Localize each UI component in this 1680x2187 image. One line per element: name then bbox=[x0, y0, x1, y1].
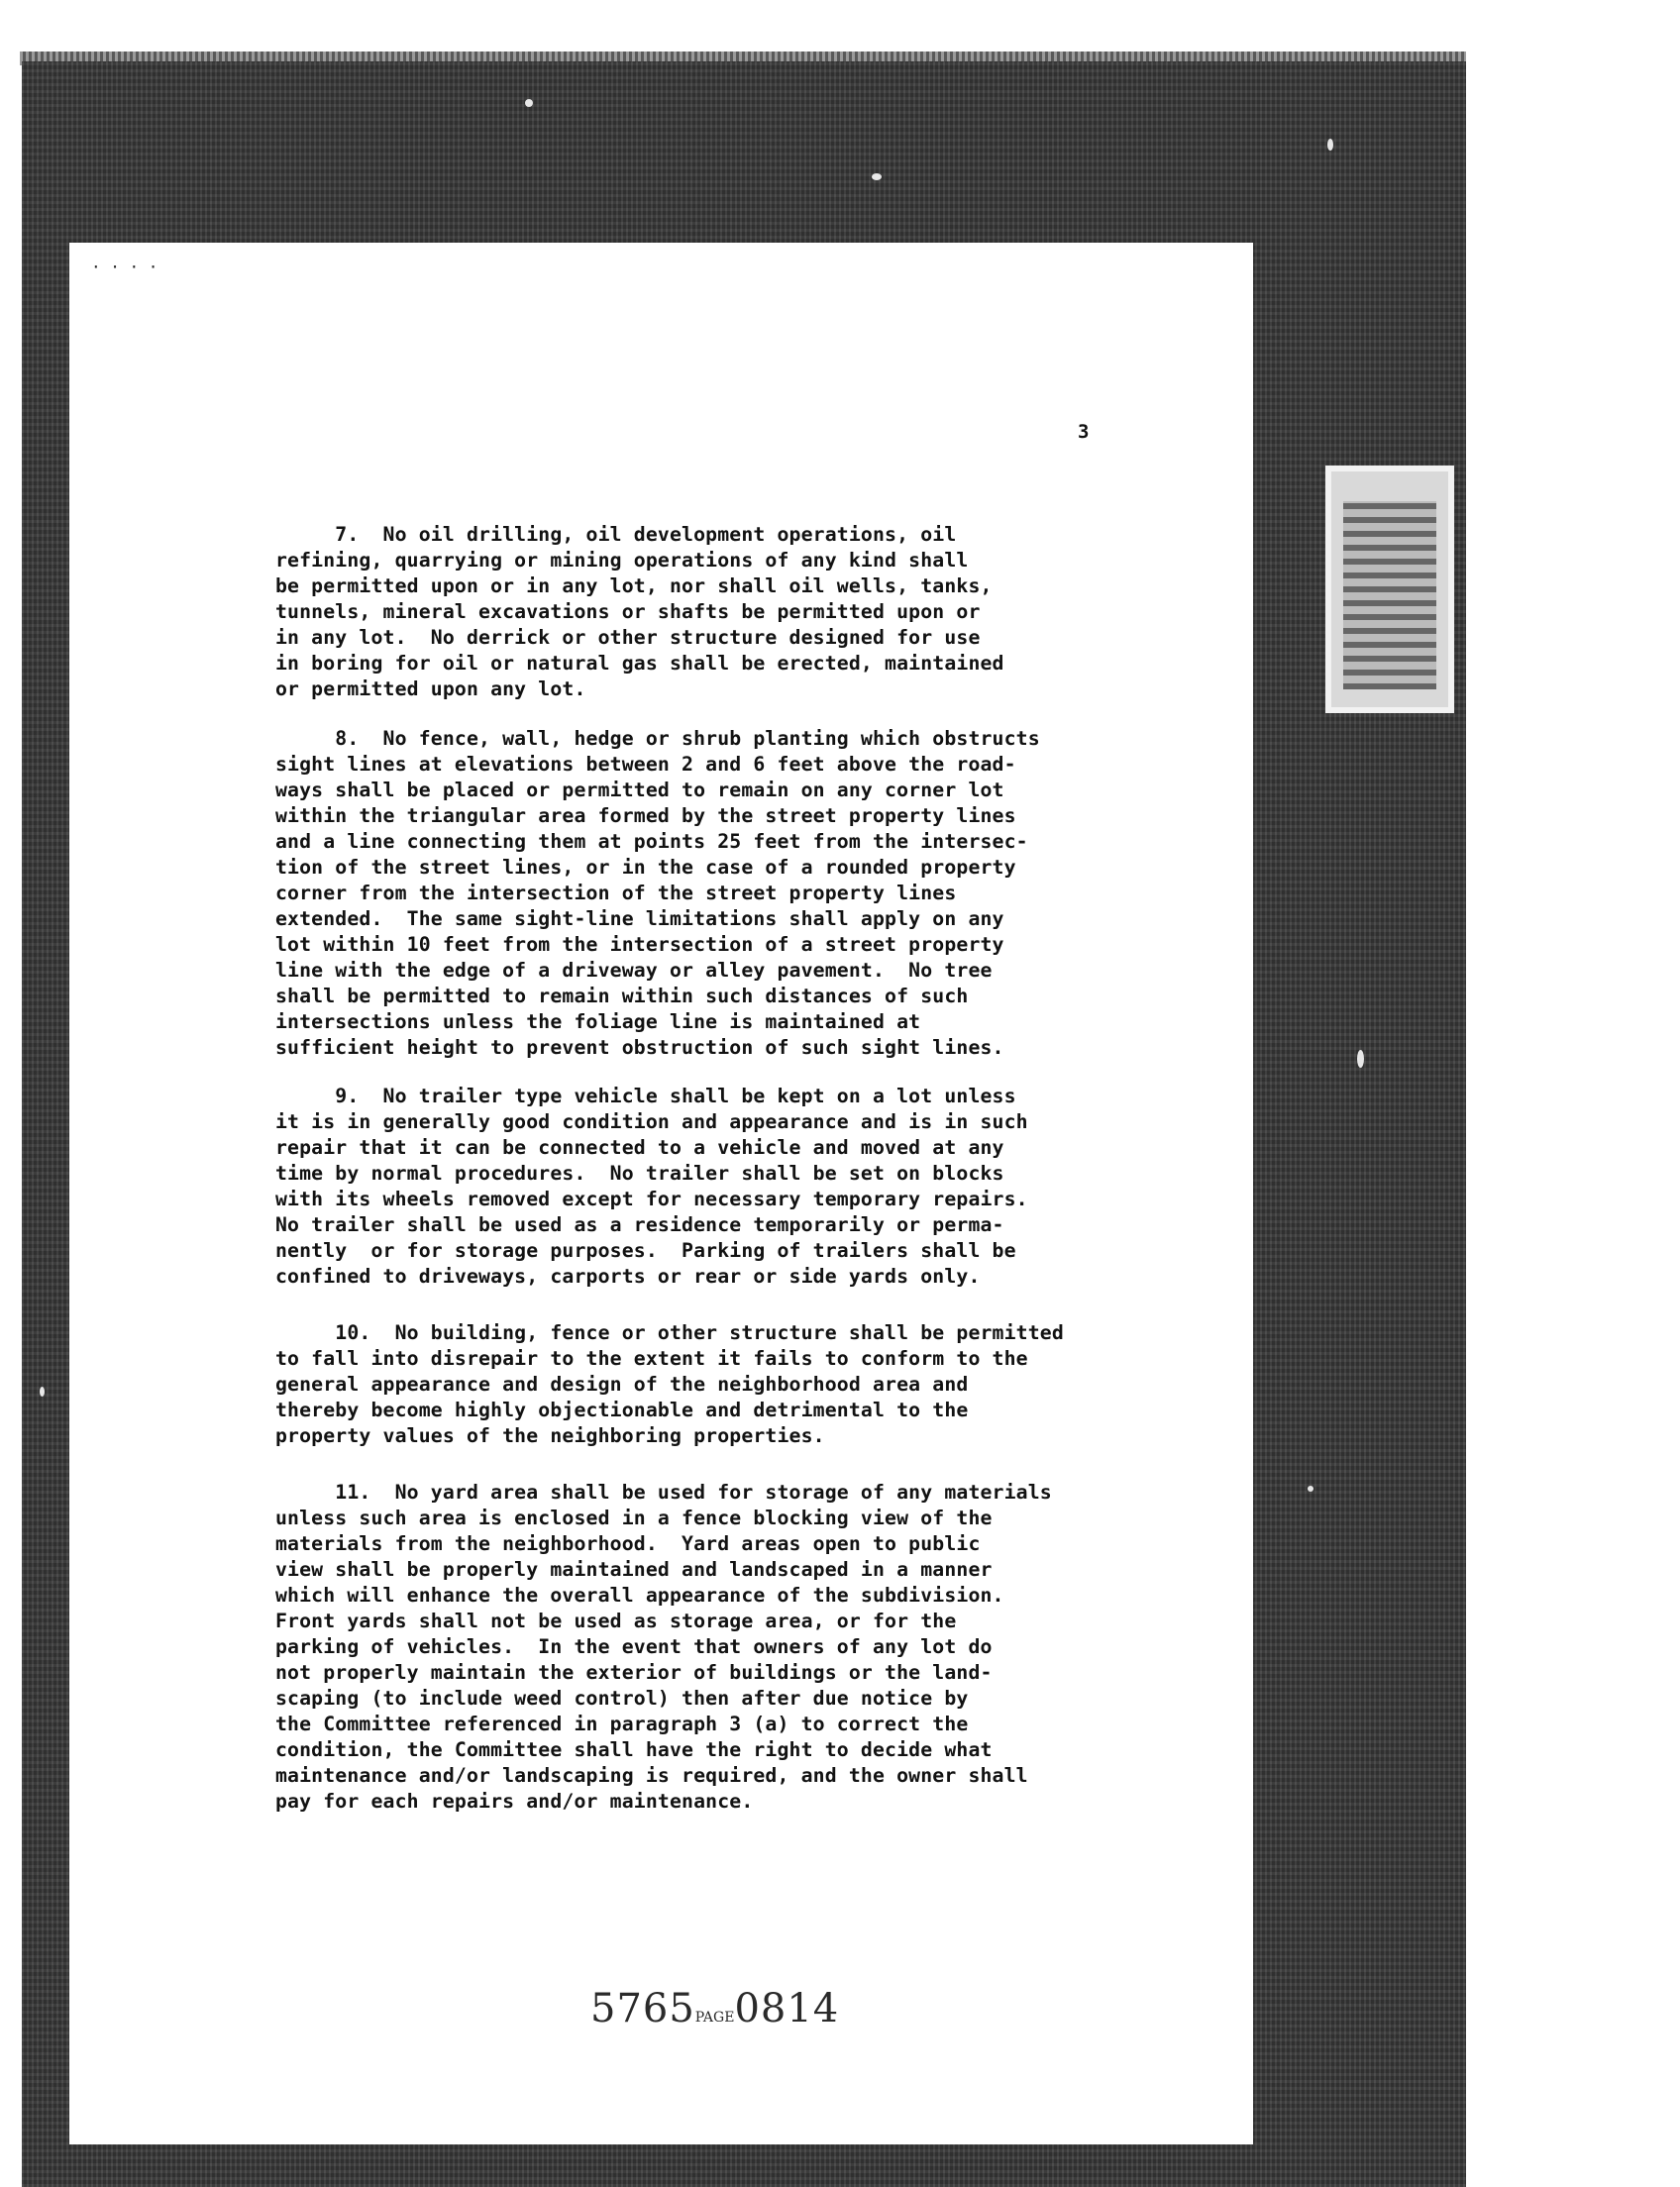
scan-speck bbox=[1357, 1050, 1364, 1068]
scan-speck bbox=[872, 173, 882, 180]
binder-tab bbox=[1325, 466, 1454, 713]
binder-tab-label bbox=[1343, 501, 1436, 689]
scan-speck bbox=[525, 99, 533, 107]
stamp-page: 0814 bbox=[734, 1986, 840, 2031]
paragraph-10: 10. No building, fence or other structure shall be permitted to fall into disrepair to the extent it fails to conform to the general appearance and design of the neighborhood area and thereby become highly objectionable and detrimental to the property values of the neighboring properties. bbox=[275, 1321, 1064, 1447]
paragraph-9: 9. No trailer type vehicle shall be kept on a lot unless it is in generally good condition and appearance and is in such repair that it can be connected to a vehicle and moved at any time by normal procedures. No trailer shall be set on blocks with its wheels removed except for necessary temporary repairs. No trailer shall be used as a residence temporarily or perma- nently or for storage purposes. Parking of trailers shall be confined to driveways, carports or rear or side yards only. bbox=[275, 1085, 1028, 1288]
paragraph-11: 11. No yard area shall be used for storage of any materials unless such area is enclosed in a fence blocking view of the materials from the neighborhood. Yard areas open to public view shall be properly maintained and landscaped in a manner which will enhance the overall appearance of the subdivision. Front yards shall not be used as storage area, or for the parking of vehicles. In the event that owners of any lot do not properly maintain the exterior of buildings or the land- scaping (to include weed control) then after due notice by the Committee referenced in paragraph 3 (a) to correct the condition, the Committee shall have the right to decide what maintenance and/or landscaping is required, and the owner shall pay for each repairs and/or maintenance. bbox=[275, 1481, 1052, 1813]
stamp-page-word: PAGE bbox=[694, 2010, 735, 2026]
paragraph-8: 8. No fence, wall, hedge or shrub planting which obstructs sight lines at elevations between 2 and 6 feet above the road- ways shall be placed or permitted to remain on any corner lot within the triangular area formed by the street property lines and a line connecting them at points 25 feet from the intersec- tion of the street lines, or in the case of a rounded property corner from the intersection of the street property lines extended. The same sight-line limitations shall apply on any lot within 10 feet from the intersection of a street property line with the edge of a driveway or alley pavement. No tree shall be permitted to remain within such distances of such intersections unless the foliage line is maintained at sufficient height to prevent obstruction of such sight lines. bbox=[275, 727, 1040, 1059]
recording-stamp bbox=[590, 1986, 839, 2031]
scan-speck bbox=[1327, 139, 1333, 151]
page-number: 3 bbox=[1078, 421, 1090, 443]
stamp-book: 5765 bbox=[590, 1986, 695, 2031]
corner-marks: · · · · bbox=[91, 258, 158, 276]
paragraph-7: 7. No oil drilling, oil development operations, oil refining, quarrying or mining operations of any kind shall be permitted upon or in any lot, nor shall oil wells, tanks, tunnels, mineral excavations or shafts be permitted upon or in any lot. No derrick or other structure designed for use in boring for oil or natural gas shall be erected, maintained or permitted upon any lot. bbox=[275, 523, 1004, 700]
scan-speck bbox=[1308, 1486, 1313, 1492]
scan-speck bbox=[40, 1387, 45, 1397]
